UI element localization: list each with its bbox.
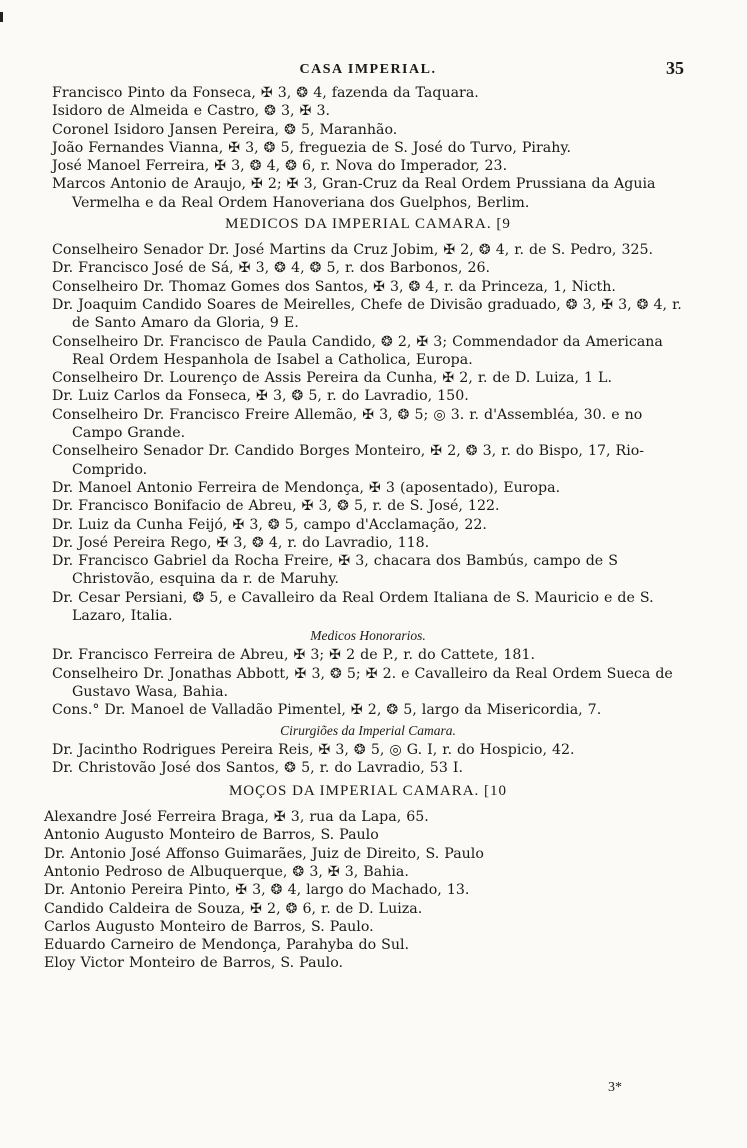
list-item: Francisco Pinto da Fonseca, ✠ 3, ❂ 4, fazenda da Taquara. — [52, 85, 479, 101]
section-heading-medicos: MEDICOS DA IMPERIAL CAMARA. [9 — [225, 216, 511, 233]
list-item: Eduardo Carneiro de Mendonça, Parahyba do Sul. — [44, 937, 410, 954]
list-item: Dr. Luiz Carlos da Fonseca, ✠ 3, ❂ 5, r. do Lavradio, 150. — [52, 388, 469, 405]
list-item: Dr. Christovão José dos Santos, ❂ 5, r. do Lavradio, 53 I. — [52, 759, 463, 776]
list-item: Conselheiro Dr. Thomaz Gomes dos Santos, ✠ 3, ❂ 4, r. da Princeza, 1, Nicth. — [52, 278, 616, 295]
page-number: 35 — [666, 58, 684, 78]
list-item: Dr. Cesar Persiani, ❂ 5, e Cavalleiro da Real Ordem Italiana de S. Mauricio e de S. Lazaro, Italia. — [52, 589, 654, 625]
mocos-list — [44, 808, 684, 973]
honorarios-list — [52, 646, 684, 719]
list-item: Carlos Augusto Monteiro de Barros, S. Paulo. — [44, 918, 374, 935]
cirurgioes-list — [52, 741, 684, 778]
list-item: Antonio Augusto Monteiro de Barros, S. Paulo — [44, 827, 379, 844]
list-item: Dr. Francisco Ferreira de Abreu, ✠ 3; ✠ 2 de P., r. do Cattete, 181. — [52, 647, 535, 664]
list-item: Marcos Antonio de Araujo, ✠ 2; ✠ 3, Gran-Cruz da Real Ordem Prussiana da Aguia Vermelha e da Real Ordem Hanoveriana dos Guelphos, Berlim. — [52, 176, 656, 211]
list-item: Conselheiro Dr. Jonathas Abbott, ✠ 3, ❂ 5; ✠ 2. e Cavalleiro da Real Ordem Sueca de Gustavo Wasa, Bahia. — [52, 665, 673, 700]
list-item: Isidoro de Almeida e Castro, ❂ 3, ✠ 3. — [52, 103, 331, 120]
subheading-honorarios: Medicos Honorarios. — [310, 628, 426, 644]
subheading-cirurgioes: Cirurgiões da Imperial Camara. — [280, 722, 456, 738]
list-item: Dr. Antonio José Affonso Guimarães, Juiz de Direito, S. Paulo — [44, 845, 484, 862]
list-item: Eloy Victor Monteiro de Barros, S. Paulo. — [44, 955, 344, 972]
list-item: Antonio Pedroso de Albuquerque, ❂ 3, ✠ 3, Bahia. — [44, 863, 409, 880]
section-heading-mocos: MOÇOS DA IMPERIAL CAMARA. [10 — [228, 783, 508, 800]
list-item: Dr. Antonio Pereira Pinto, ✠ 3, ❂ 4, largo do Machado, 13. — [44, 882, 470, 899]
edge-mark — [0, 12, 3, 22]
signature-mark: 3* — [608, 1080, 622, 1095]
document-page — [44, 56, 684, 973]
list-item: José Manoel Ferreira, ✠ 3, ❂ 4, ❂ 6, r. Nova do Imperador, 23. — [52, 158, 508, 175]
list-item: Conselheiro Senador Dr. Candido Borges Monteiro, ✠ 2, ❂ 3, r. do Bispo, 17, Rio-Comprido. — [52, 443, 645, 478]
list-item: Conselheiro Dr. Francisco Freire Allemão, ✠ 3, ❂ 5; ◎ 3. r. d'Assembléa, 30. e no Campo Grande. — [52, 406, 643, 442]
list-item: Conselheiro Dr. Francisco de Paula Candido, ❂ 2, ✠ 3; Commendador da Americana Real Ordem Hespanhola de Isabel a Catholica, Europa. — [52, 333, 663, 368]
list-item: João Fernandes Vianna, ✠ 3, ❂ 5, freguezia de S. José do Turvo, Pirahy. — [52, 139, 571, 156]
list-item: Cons.° Dr. Manoel de Valladão Pimentel, ✠ 2, ❂ 5, largo da Misericordia, 7. — [52, 702, 602, 719]
list-item: Dr. José Pereira Rego, ✠ 3, ❂ 4, r. do Lavradio, 118. — [52, 534, 430, 551]
list-item: Alexandre José Ferreira Braga, ✠ 3, rua da Lapa, 65. — [44, 809, 429, 826]
list-item: Conselheiro Senador Dr. José Martins da Cruz Jobim, ✠ 2, ❂ 4, r. de S. Pedro, 325. — [52, 242, 654, 259]
medicos-list — [52, 241, 684, 625]
list-item: Dr. Manoel Antonio Ferreira de Mendonça, ✠ 3 (aposentado), Europa. — [52, 479, 561, 496]
list-item: Dr. Joaquim Candido Soares de Meirelles, Chefe de Divisão graduado, ❂ 3, ✠ 3, ❂ 4, r. de Santo Amaro da Gloria, 9 E. — [52, 296, 682, 332]
page-header — [52, 56, 684, 84]
block1-list — [52, 84, 684, 212]
list-item: Dr. Jacintho Rodrigues Pereira Reis, ✠ 3, ❂ 5, ◎ G. I, r. do Hospicio, 42. — [52, 741, 575, 758]
list-item: Dr. Francisco José de Sá, ✠ 3, ❂ 4, ❂ 5, r. dos Barbonos, 26. — [52, 260, 491, 277]
list-item: Dr. Luiz da Cunha Feijó, ✠ 3, ❂ 5, campo d'Acclamação, 22. — [52, 516, 487, 533]
list-item: Dr. Francisco Bonifacio de Abreu, ✠ 3, ❂ 5, r. de S. José, 122. — [52, 498, 500, 515]
list-item: Dr. Francisco Gabriel da Rocha Freire, ✠ 3, chacara dos Bambús, campo de S Christovão, esquina da r. de Maruhy. — [52, 553, 618, 588]
running-title: CASA IMPERIAL. — [299, 62, 437, 77]
list-item: Candido Caldeira de Souza, ✠ 2, ❂ 6, r. de D. Luiza. — [44, 900, 423, 917]
list-item: Coronel Isidoro Jansen Pereira, ❂ 5, Maranhão. — [52, 121, 398, 138]
list-item: Conselheiro Dr. Lourenço de Assis Pereira da Cunha, ✠ 2, r. de D. Luiza, 1 L. — [52, 370, 612, 387]
